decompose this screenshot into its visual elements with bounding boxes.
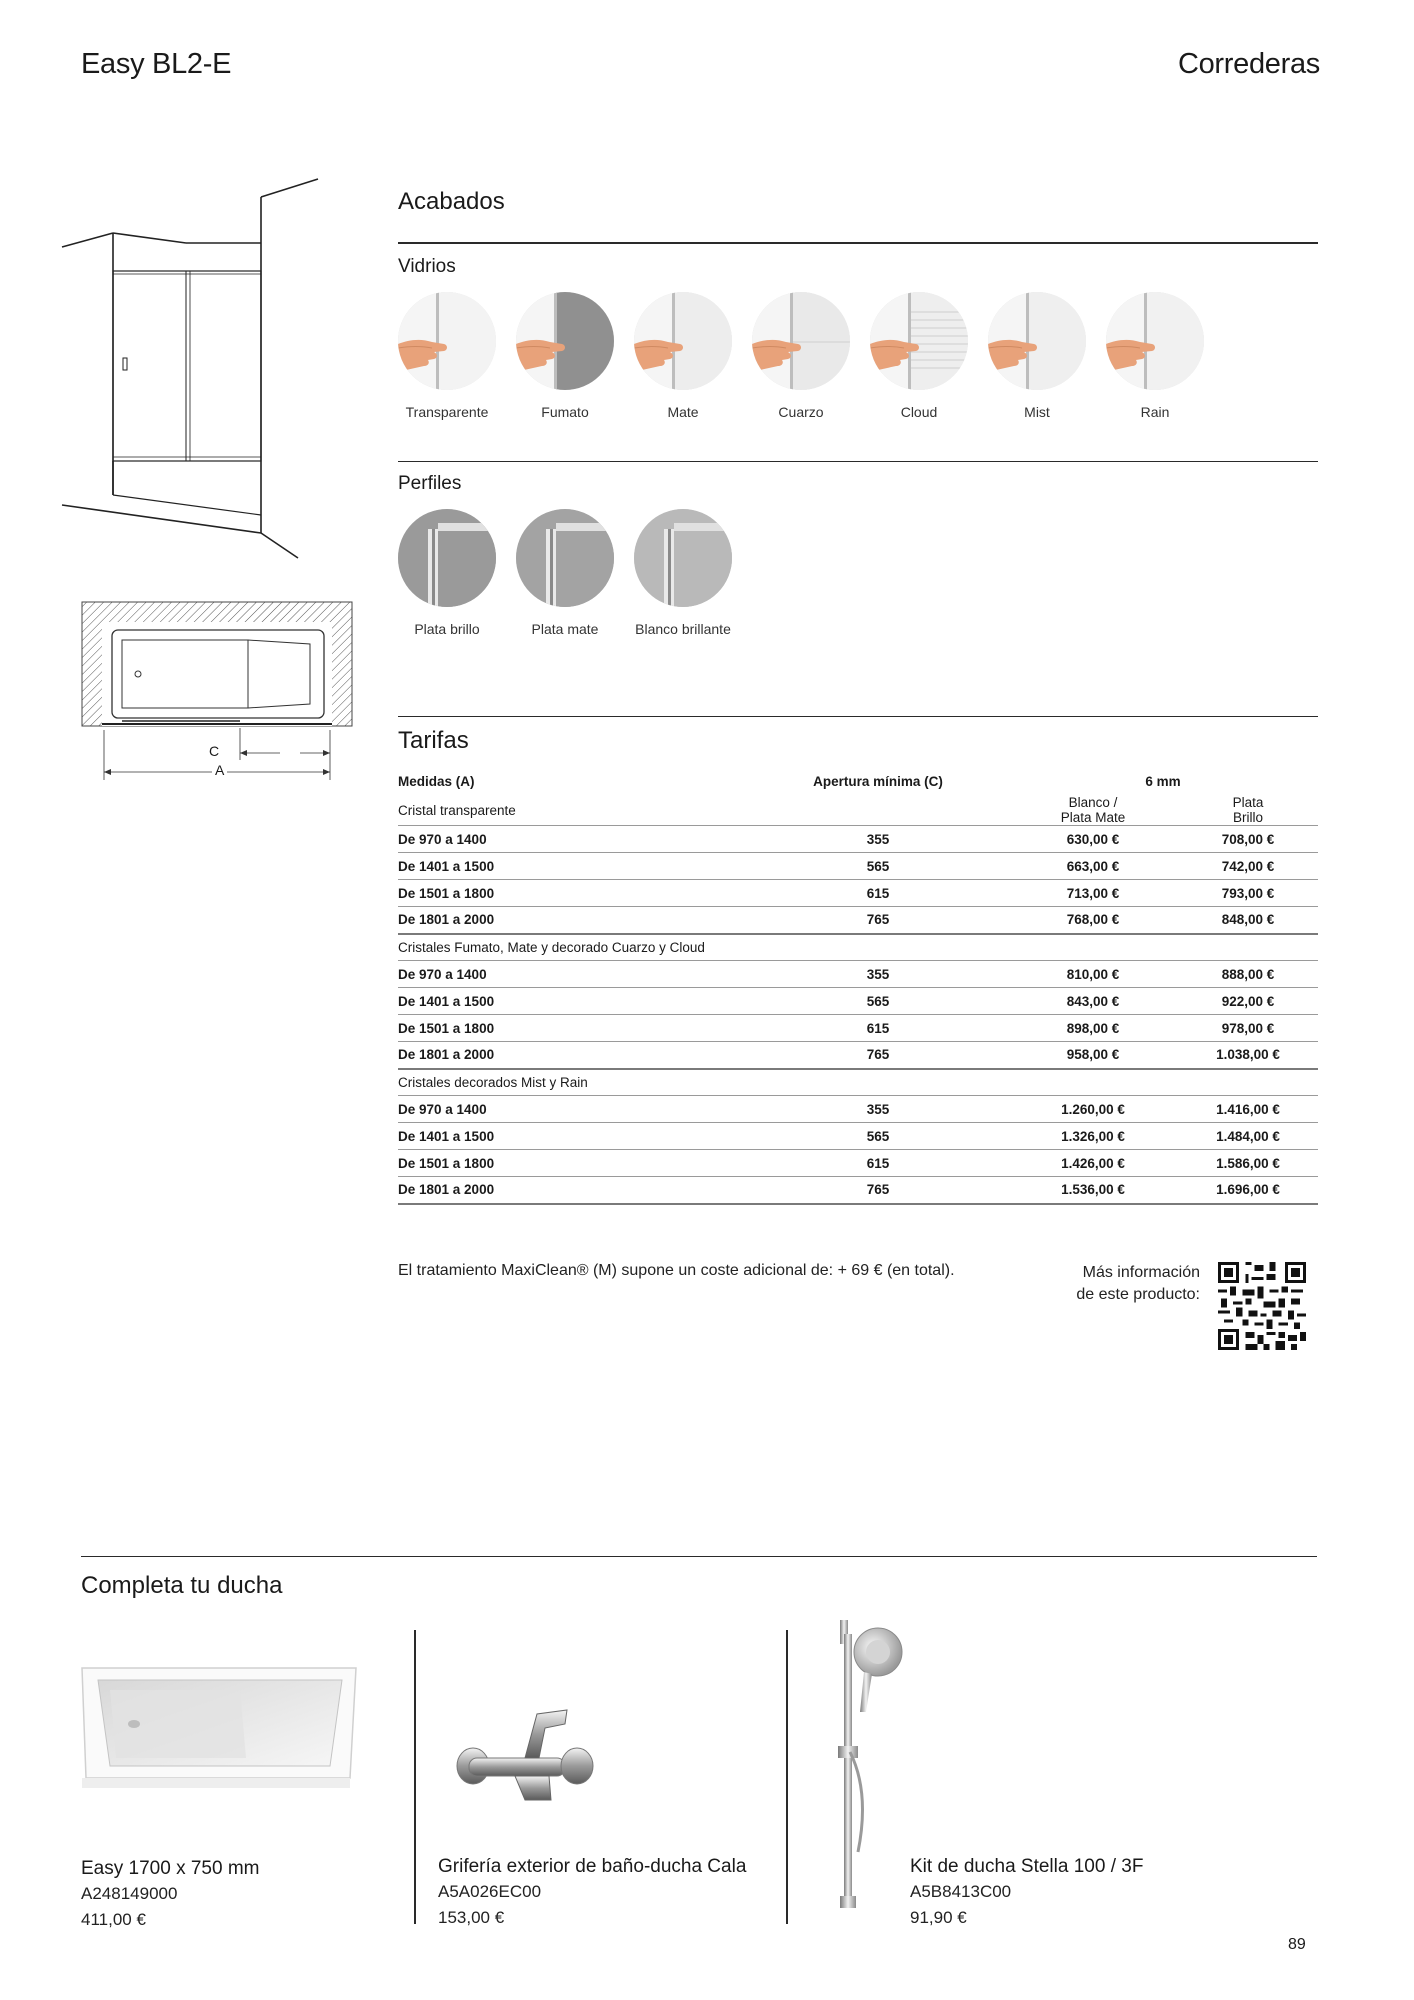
price-silver-cell: 1.484,00 € xyxy=(1178,1123,1318,1150)
measure-cell: De 1401 a 1500 xyxy=(398,1123,748,1150)
glass-swatch-cloud[interactable] xyxy=(860,292,978,420)
price-silver-cell: 793,00 € xyxy=(1178,880,1318,907)
price-white-cell: 843,00 € xyxy=(1008,988,1178,1015)
finishes-title: Acabados xyxy=(398,188,505,215)
measure-cell: De 1801 a 2000 xyxy=(398,1177,748,1204)
pricing-table xyxy=(398,768,1318,1205)
opening-cell: 765 xyxy=(748,907,1008,934)
glass-sample-image xyxy=(870,292,968,390)
glass-swatch-mist[interactable] xyxy=(978,292,1096,420)
price-white-cell: 713,00 € xyxy=(1008,880,1178,907)
price-silver-cell: 1.586,00 € xyxy=(1178,1150,1318,1177)
glass-sample-image xyxy=(634,292,732,390)
group-name: Cristales decorados Mist y Rain xyxy=(398,1069,1318,1096)
price-white-cell: 898,00 € xyxy=(1008,1015,1178,1042)
price-white-cell: 1.260,00 € xyxy=(1008,1096,1178,1123)
opening-cell: 615 xyxy=(748,1015,1008,1042)
qr-code[interactable] xyxy=(1218,1262,1306,1350)
opening-cell: 765 xyxy=(748,1177,1008,1204)
price-silver-cell: 922,00 € xyxy=(1178,988,1318,1015)
group-name: Cristal transparente xyxy=(398,795,748,826)
table-row xyxy=(398,1096,1318,1123)
product-code: A5B8413C00 xyxy=(910,1882,1012,1901)
swatch-label: Cuarzo xyxy=(778,404,824,420)
measure-cell: De 970 a 1400 xyxy=(398,826,748,853)
opening-cell: 615 xyxy=(748,880,1008,907)
opening-cell: 565 xyxy=(748,988,1008,1015)
table-row xyxy=(398,907,1318,934)
glass-swatch-mate[interactable] xyxy=(624,292,742,420)
measure-cell: De 1501 a 1800 xyxy=(398,1150,748,1177)
price-white-cell: 663,00 € xyxy=(1008,853,1178,880)
profile-sample-image xyxy=(516,509,614,607)
price-white-cell: 1.326,00 € xyxy=(1008,1123,1178,1150)
price-silver-cell: 888,00 € xyxy=(1178,961,1318,988)
dimension-a-label: A xyxy=(212,762,227,778)
price-white-cell: 630,00 € xyxy=(1008,826,1178,853)
price-silver-cell: 1.696,00 € xyxy=(1178,1177,1318,1204)
price-silver-cell: 1.038,00 € xyxy=(1178,1042,1318,1069)
table-row xyxy=(398,1177,1318,1204)
divider xyxy=(398,242,1318,244)
more-info-text: Más información de este producto: xyxy=(1076,1264,1200,1303)
measure-cell: De 1801 a 2000 xyxy=(398,907,748,934)
table-row xyxy=(398,853,1318,880)
col-white: Blanco / Plata Mate xyxy=(1008,795,1178,826)
separator xyxy=(414,1630,416,1924)
product-code: A248149000 xyxy=(81,1884,178,1903)
col-measure: Medidas (A) xyxy=(398,774,475,789)
opening-cell: 765 xyxy=(748,1042,1008,1069)
price-white-cell: 958,00 € xyxy=(1008,1042,1178,1069)
measure-cell: De 970 a 1400 xyxy=(398,1096,748,1123)
glass-swatch-fumato[interactable] xyxy=(506,292,624,420)
table-row xyxy=(398,1150,1318,1177)
separator xyxy=(786,1630,788,1924)
complete-title: Completa tu ducha xyxy=(81,1572,283,1599)
opening-cell: 565 xyxy=(748,853,1008,880)
swatch-label: Rain xyxy=(1140,404,1170,420)
profile-swatch-plata-brillo[interactable] xyxy=(388,509,506,637)
maxiclean-note: El tratamiento MaxiClean® (M) supone un coste adicional de: + 69 € (en total). xyxy=(398,1262,955,1279)
table-row xyxy=(398,1015,1318,1042)
table-row xyxy=(398,1123,1318,1150)
col-thickness: 6 mm xyxy=(1145,774,1181,789)
glass-swatch-transparente[interactable] xyxy=(388,292,506,420)
category-title: Correderas xyxy=(1177,48,1320,80)
swatch-label: Fumato xyxy=(541,404,589,420)
divider xyxy=(81,1556,1317,1557)
swatch-label: Cloud xyxy=(900,404,938,420)
col-silver: Plata Brillo xyxy=(1178,795,1318,826)
shower-kit-image xyxy=(820,1612,910,1912)
table-row xyxy=(398,988,1318,1015)
table-row xyxy=(398,826,1318,853)
table-row xyxy=(398,961,1318,988)
price-silver-cell: 978,00 € xyxy=(1178,1015,1318,1042)
opening-cell: 615 xyxy=(748,1150,1008,1177)
product-name[interactable]: Kit de ducha Stella 100 / 3F xyxy=(910,1856,1144,1877)
glass-sample-image xyxy=(398,292,496,390)
glass-swatch-rain[interactable] xyxy=(1096,292,1214,420)
swatch-label: Mist xyxy=(1024,404,1050,420)
swatch-label: Transparente xyxy=(405,404,489,420)
measure-cell: De 1501 a 1800 xyxy=(398,880,748,907)
group-name: Cristales Fumato, Mate y decorado Cuarzo y Cloud xyxy=(398,934,1318,961)
table-row xyxy=(398,1042,1318,1069)
price-white-cell: 1.536,00 € xyxy=(1008,1177,1178,1204)
opening-cell: 355 xyxy=(748,961,1008,988)
product-title: Easy BL2-E xyxy=(81,48,232,80)
price-silver-cell: 848,00 € xyxy=(1178,907,1318,934)
pricing-title: Tarifas xyxy=(398,727,469,754)
profile-swatch-plata-mate[interactable] xyxy=(506,509,624,637)
divider xyxy=(398,716,1318,717)
swatch-label: Mate xyxy=(667,404,699,420)
glass-swatches xyxy=(388,292,1214,420)
profile-sample-image xyxy=(398,509,496,607)
profile-sample-image xyxy=(634,509,732,607)
group-header-row xyxy=(398,795,1318,826)
glass-swatch-cuarzo[interactable] xyxy=(742,292,860,420)
col-opening: Apertura mínima (C) xyxy=(813,774,943,789)
product-price: 411,00 € xyxy=(81,1910,146,1929)
product-name[interactable]: Easy 1700 x 750 mm xyxy=(81,1858,260,1879)
profile-swatch-blanco-brillante[interactable] xyxy=(624,509,742,637)
glass-sample-image xyxy=(1106,292,1204,390)
product-price: 153,00 € xyxy=(438,1908,505,1927)
measure-cell: De 1501 a 1800 xyxy=(398,1015,748,1042)
product-code: A5A026EC00 xyxy=(438,1882,542,1901)
price-silver-cell: 742,00 € xyxy=(1178,853,1318,880)
price-white-cell: 768,00 € xyxy=(1008,907,1178,934)
group-header-row xyxy=(398,934,1318,961)
glass-sample-image xyxy=(516,292,614,390)
table-row xyxy=(398,880,1318,907)
price-silver-cell: 708,00 € xyxy=(1178,826,1318,853)
product-price: 91,90 € xyxy=(910,1908,967,1927)
group-header-row xyxy=(398,1069,1318,1096)
profile-swatches xyxy=(388,509,742,637)
opening-cell: 355 xyxy=(748,826,1008,853)
glass-sample-image xyxy=(988,292,1086,390)
glass-title: Vidrios xyxy=(398,256,456,277)
measure-cell: De 1401 a 1500 xyxy=(398,988,748,1015)
faucet-image xyxy=(455,1700,605,1810)
swatch-label: Blanco brillante xyxy=(635,621,731,637)
price-silver-cell: 1.416,00 € xyxy=(1178,1096,1318,1123)
measure-cell: De 970 a 1400 xyxy=(398,961,748,988)
page-number: 89 xyxy=(1288,1936,1306,1953)
opening-cell: 565 xyxy=(748,1123,1008,1150)
divider xyxy=(398,461,1318,462)
price-white-cell: 810,00 € xyxy=(1008,961,1178,988)
price-white-cell: 1.426,00 € xyxy=(1008,1150,1178,1177)
measure-cell: De 1801 a 2000 xyxy=(398,1042,748,1069)
profiles-title: Perfiles xyxy=(398,473,462,494)
product-name[interactable]: Grifería exterior de baño-ducha Cala xyxy=(438,1856,747,1877)
dimension-c-label: C xyxy=(206,743,222,759)
swatch-label: Plata brillo xyxy=(414,621,480,637)
glass-sample-image xyxy=(752,292,850,390)
swatch-label: Plata mate xyxy=(531,621,599,637)
bathtub-image xyxy=(80,1660,360,1790)
elevation-diagram xyxy=(60,175,320,565)
measure-cell: De 1401 a 1500 xyxy=(398,853,748,880)
opening-cell: 355 xyxy=(748,1096,1008,1123)
